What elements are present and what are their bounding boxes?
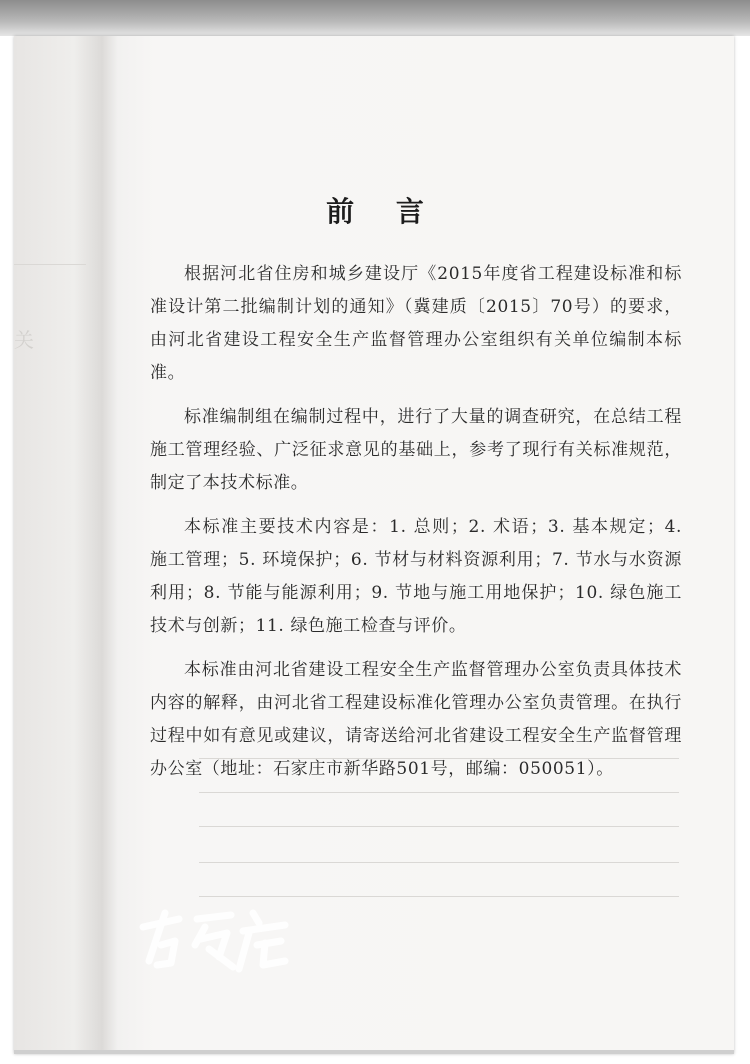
paragraph-3: 本标准主要技术内容是：1. 总则；2. 术语；3. 基本规定；4. 施工管理；5. 环境保护；6. 节材与材料资源利用；7. 节水与水资源利用；8. 节能与能源利用；9. 节地与施工用地保护；10. 绿色施工技术与创新；11. 绿色施工检查与评价。 — [150, 517, 682, 636]
bleed-through-line — [199, 862, 679, 863]
bleed-through-line — [199, 826, 679, 827]
page-title: 前 言 — [326, 195, 440, 228]
bleed-through-line — [14, 264, 86, 265]
bleed-through-line — [199, 896, 679, 897]
brush-watermark — [135, 905, 295, 985]
preface-body — [150, 258, 682, 797]
paragraph-1: 根据河北省住房和城乡建设厅《2015年度省工程建设标准和标准设计第二批编制计划的通知》（冀建质〔2015〕70号）的要求，由河北省建设工程安全生产监督管理办公室组织有关单位编制本标准。 — [150, 264, 682, 383]
page-bottom-edge — [14, 1050, 734, 1054]
scan-top-band — [0, 0, 750, 36]
paragraph-2: 标准编制组在编制过程中，进行了大量的调查研究，在总结工程施工管理经验、广泛征求意见的基础上，参考了现行有关标准规范，制定了本技术标准。 — [150, 407, 682, 493]
bleed-through-mark: 关 — [14, 328, 34, 352]
paragraph-4: 本标准由河北省建设工程安全生产监督管理办公室负责具体技术内容的解释，由河北省工程建设标准化管理办公室负责管理。在执行过程中如有意见或建议，请寄送给河北省建设工程安全生产监督管理办公室（地址：石家庄市新华路501号，邮编：050051）。 — [150, 660, 682, 779]
